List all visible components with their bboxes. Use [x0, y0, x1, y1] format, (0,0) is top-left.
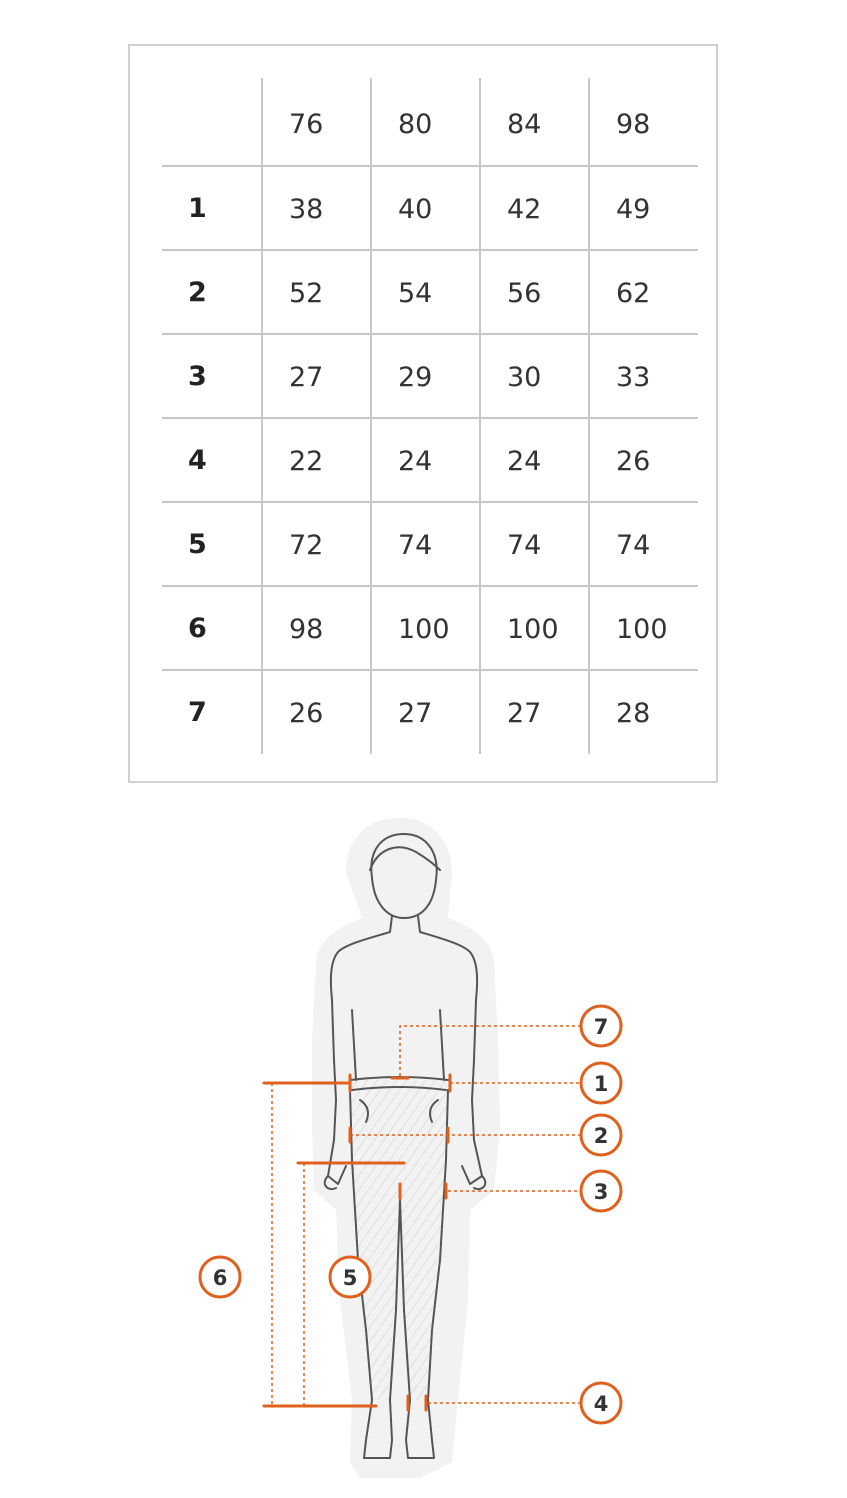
measurement-value: 26	[262, 670, 371, 754]
measurement-value: 24	[371, 418, 480, 502]
size-column-header: 80	[371, 78, 480, 166]
measurement-number: 7	[188, 697, 207, 728]
measurement-value: 74	[589, 502, 698, 586]
measurement-value: 33	[589, 334, 698, 418]
measurement-row	[162, 502, 698, 586]
measurement-number: 2	[188, 276, 207, 308]
size-column-header: 84	[480, 78, 589, 166]
measurement-row	[162, 166, 698, 250]
measurement-value: 100	[589, 586, 698, 670]
badge-3	[581, 1171, 621, 1211]
body-diagram	[0, 800, 847, 1494]
measurement-row	[162, 670, 698, 754]
measurement-value: 42	[480, 166, 589, 250]
measurement-value: 22	[262, 418, 371, 502]
size-chart-card	[128, 44, 718, 783]
badge-7-label: 7	[593, 1015, 609, 1039]
measurement-value: 54	[371, 250, 480, 334]
measurement-value: 40	[371, 166, 480, 250]
measurement-value: 100	[371, 586, 480, 670]
measurement-row	[162, 418, 698, 502]
measurement-guide-figure	[0, 800, 847, 1494]
measurement-value: 29	[371, 334, 480, 418]
measurement-number: 4	[188, 444, 207, 476]
measurement-value: 72	[262, 502, 371, 586]
measurement-value: 52	[262, 250, 371, 334]
badge-6	[200, 1257, 240, 1297]
measurement-value: 56	[480, 250, 589, 334]
measurement-number: 3	[188, 360, 207, 392]
measurement-number: 6	[188, 612, 207, 644]
size-column-header: 76	[262, 78, 371, 166]
badge-5	[330, 1257, 370, 1297]
measurement-value: 98	[262, 586, 371, 670]
badge-2-label: 2	[593, 1124, 609, 1148]
badge-2	[581, 1115, 621, 1155]
size-column-header: 98	[589, 78, 698, 166]
measurement-number: 1	[188, 192, 207, 224]
measurement-value: 74	[480, 502, 589, 586]
measurement-value: 28	[589, 670, 698, 754]
measurement-row	[162, 586, 698, 670]
measurement-value: 27	[262, 334, 371, 418]
badge-6-label: 6	[212, 1266, 228, 1290]
measurement-value: 38	[262, 166, 371, 250]
size-header-row	[162, 78, 698, 166]
measurement-row	[162, 334, 698, 418]
measurement-row	[162, 250, 698, 334]
badge-7	[581, 1006, 621, 1046]
size-chart-table	[162, 78, 698, 754]
badge-1	[581, 1063, 621, 1103]
badge-1-label: 1	[593, 1072, 609, 1096]
measurement-value: 49	[589, 166, 698, 250]
measurement-value: 27	[480, 670, 589, 754]
measurement-number: 5	[188, 528, 207, 560]
measurement-value: 30	[480, 334, 589, 418]
measurement-value: 27	[371, 670, 480, 754]
measurement-value: 100	[480, 586, 589, 670]
badge-4-label: 4	[593, 1392, 609, 1416]
badge-4	[581, 1383, 621, 1423]
measurement-value: 62	[589, 250, 698, 334]
corner-cell	[162, 78, 262, 166]
measurement-value: 26	[589, 418, 698, 502]
badge-5-label: 5	[342, 1266, 358, 1290]
measurement-value: 74	[371, 502, 480, 586]
badge-3-label: 3	[593, 1180, 609, 1204]
measurement-value: 24	[480, 418, 589, 502]
